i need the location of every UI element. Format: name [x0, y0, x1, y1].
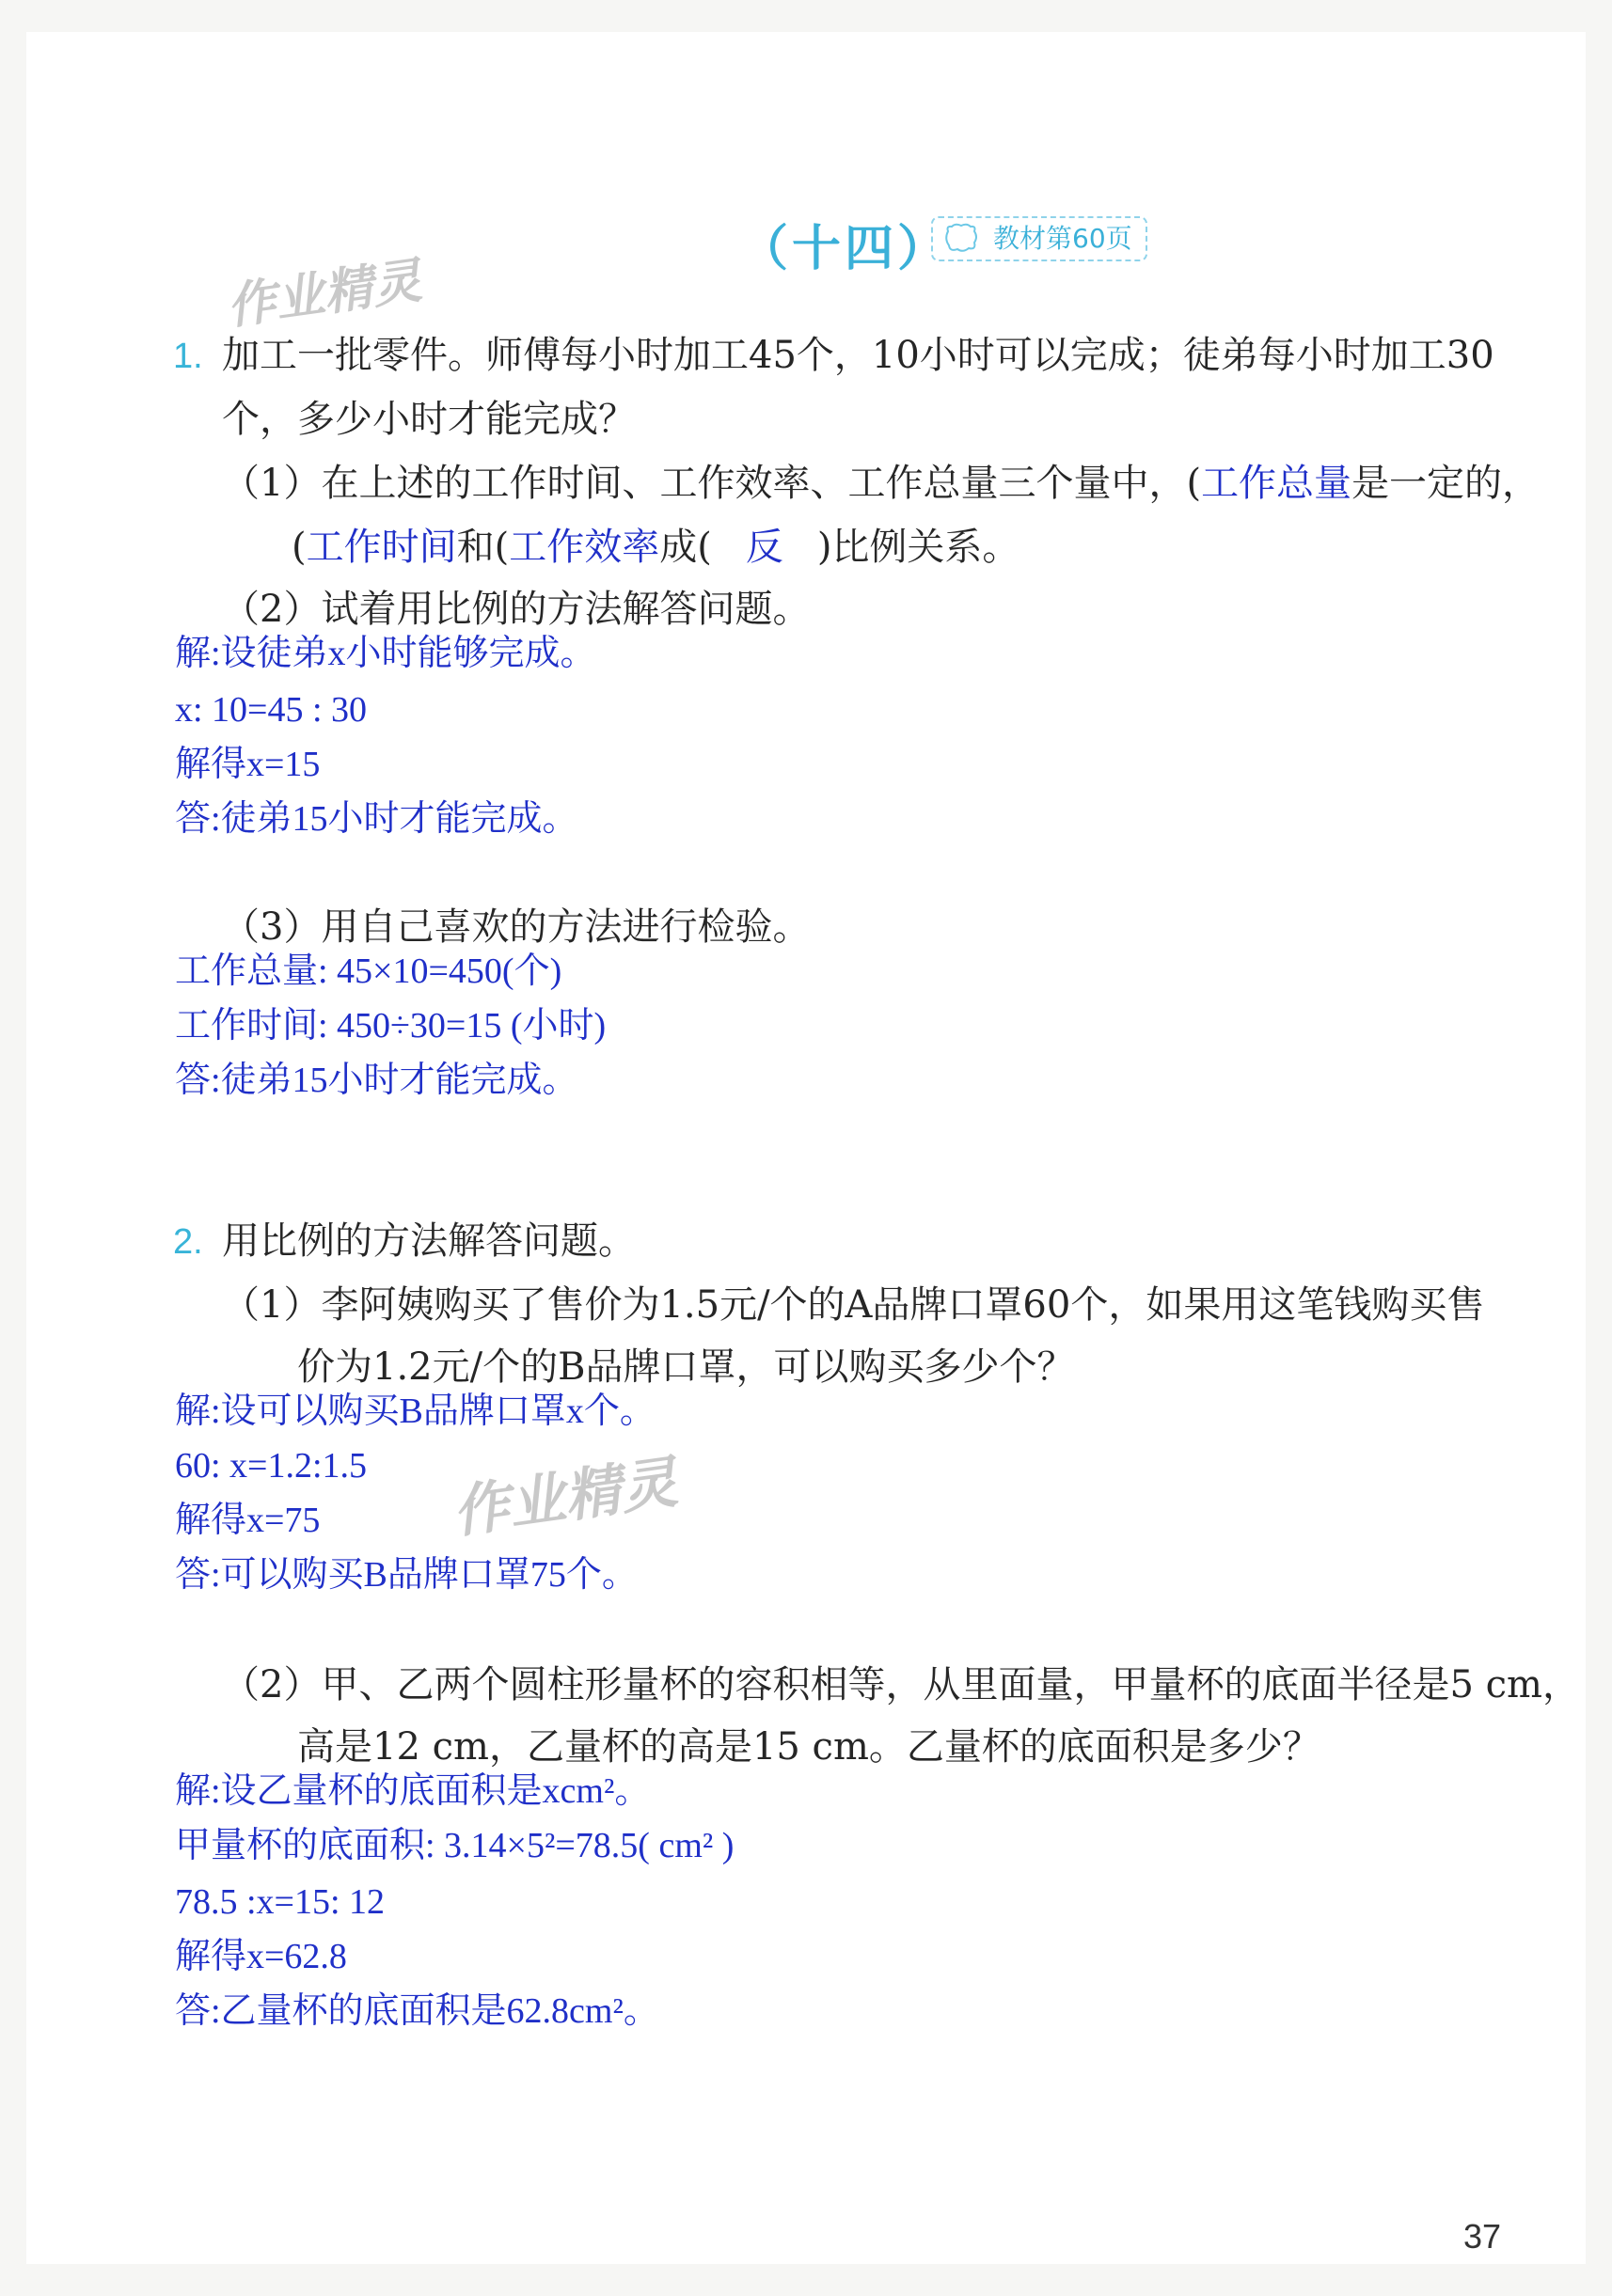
q2-sub1-text-1: 李阿姨购买了售价为1.5元/个的A品牌口罩60个，如果用这笔钱购买售: [321, 1283, 1485, 1327]
q1-sub3-answer-1: 工作总量: 45×10=450(个): [175, 951, 562, 991]
q2-sub1-answer-4: 答:可以购买B品牌口罩75个。: [175, 1555, 638, 1595]
question-1-number: 1.: [173, 337, 203, 376]
blank-proportion-type: 反: [745, 526, 783, 568]
q1-sub3-answer-3: 答:徒弟15小时才能完成。: [175, 1061, 578, 1100]
blank-constant-quantity: 工作总量: [1201, 462, 1352, 504]
q1-sub2-label: （2）: [222, 588, 322, 631]
q1-sub1-text-e: 成(: [659, 526, 712, 569]
question-2-number: 2.: [173, 1222, 203, 1262]
q1-sub2-answer-1: 解:设徒弟x小时能够完成。: [175, 634, 596, 673]
q2-sub1-answer-2: 60: x=1.2:1.5: [175, 1446, 368, 1486]
q1-sub2-answer-2: x: 10=45 : 30: [175, 690, 368, 730]
section-title: （十四）: [739, 221, 951, 277]
q2-sub2-answer-1: 解:设乙量杯的底面积是xcm²。: [175, 1771, 651, 1811]
q1-sub3-answer-2: 工作时间: 450÷30=15 (小时): [175, 1006, 607, 1046]
book-icon: [942, 222, 980, 254]
q2-sub2-answer-3: 78.5 :x=15: 12: [175, 1882, 386, 1922]
textbook-ref-badge: [931, 216, 1147, 261]
q2-sub1-label: （1）: [222, 1283, 322, 1327]
q2-sub1-line2: 价为1.2元/个的B品牌口罩，可以购买多少个？: [297, 1345, 1075, 1389]
blank-quantity-a: 工作时间: [306, 526, 457, 568]
watermark-top: 作业精灵: [223, 252, 425, 337]
blank-quantity-b: 工作效率: [509, 526, 660, 568]
q1-sub2-answer-3: 解得x=15: [175, 745, 321, 784]
q1-sub1-label: （1）: [222, 462, 322, 505]
q1-sub1-text-a: 在上述的工作时间、工作效率、工作总量三个量中，(: [321, 462, 1202, 505]
q2-sub2-line1: [222, 1662, 1580, 1707]
q1-sub1-text-f: )比例关系。: [816, 526, 1020, 569]
q2-sub1-answer-1: 解:设可以购买B品牌口罩x个。: [175, 1392, 656, 1431]
q2-sub2-line2: 高是12 cm，乙量杯的高是15 cm。乙量杯的底面积是多少？: [297, 1725, 1320, 1769]
page-number: 37: [1463, 2217, 1502, 2256]
q2-sub2-answer-2: 甲量杯的底面积: 3.14×5²=78.5( cm² ): [175, 1826, 735, 1865]
q2-sub2-text-1: 甲、乙两个圆柱形量杯的容积相等，从里面量，甲量杯的底面半径是5 cm，: [321, 1663, 1580, 1706]
question-1-line1: 加工一批零件。师傅每小时加工45个，10小时可以完成；徒弟每小时加工30: [222, 334, 1494, 377]
q1-sub2-line: [222, 587, 810, 632]
q1-sub1-line1: [222, 461, 1540, 506]
q1-sub2-text: 试着用比例的方法解答问题。: [321, 588, 811, 631]
q2-sub1-line1: [222, 1282, 1484, 1328]
q1-sub2-answer-4: 答:徒弟15小时才能完成。: [175, 799, 578, 839]
q2-sub2-answer-4: 解得x=62.8: [175, 1937, 347, 1976]
q1-sub3-line: [222, 904, 810, 950]
q2-sub2-label: （2）: [222, 1663, 322, 1706]
q2-sub1-answer-3: 解得x=75: [175, 1501, 321, 1540]
textbook-ref-text: 教材第60页: [993, 223, 1132, 254]
q1-sub1-line2: [292, 525, 1019, 570]
watermark-middle: 作业精灵: [448, 1449, 682, 1547]
q1-sub1-text-c: (: [292, 526, 307, 569]
q1-sub1-text-b: 是一定的，: [1351, 462, 1541, 505]
q1-sub3-text: 用自己喜欢的方法进行检验。: [321, 905, 811, 949]
q1-sub1-text-d: 和(: [456, 526, 510, 569]
q1-sub3-label: （3）: [222, 905, 322, 949]
question-1-line2: 个，多少小时才能完成？: [222, 398, 636, 441]
q2-sub2-answer-5: 答:乙量杯的底面积是62.8cm²。: [175, 1991, 659, 2031]
question-2-text: 用比例的方法解答问题。: [222, 1219, 636, 1263]
